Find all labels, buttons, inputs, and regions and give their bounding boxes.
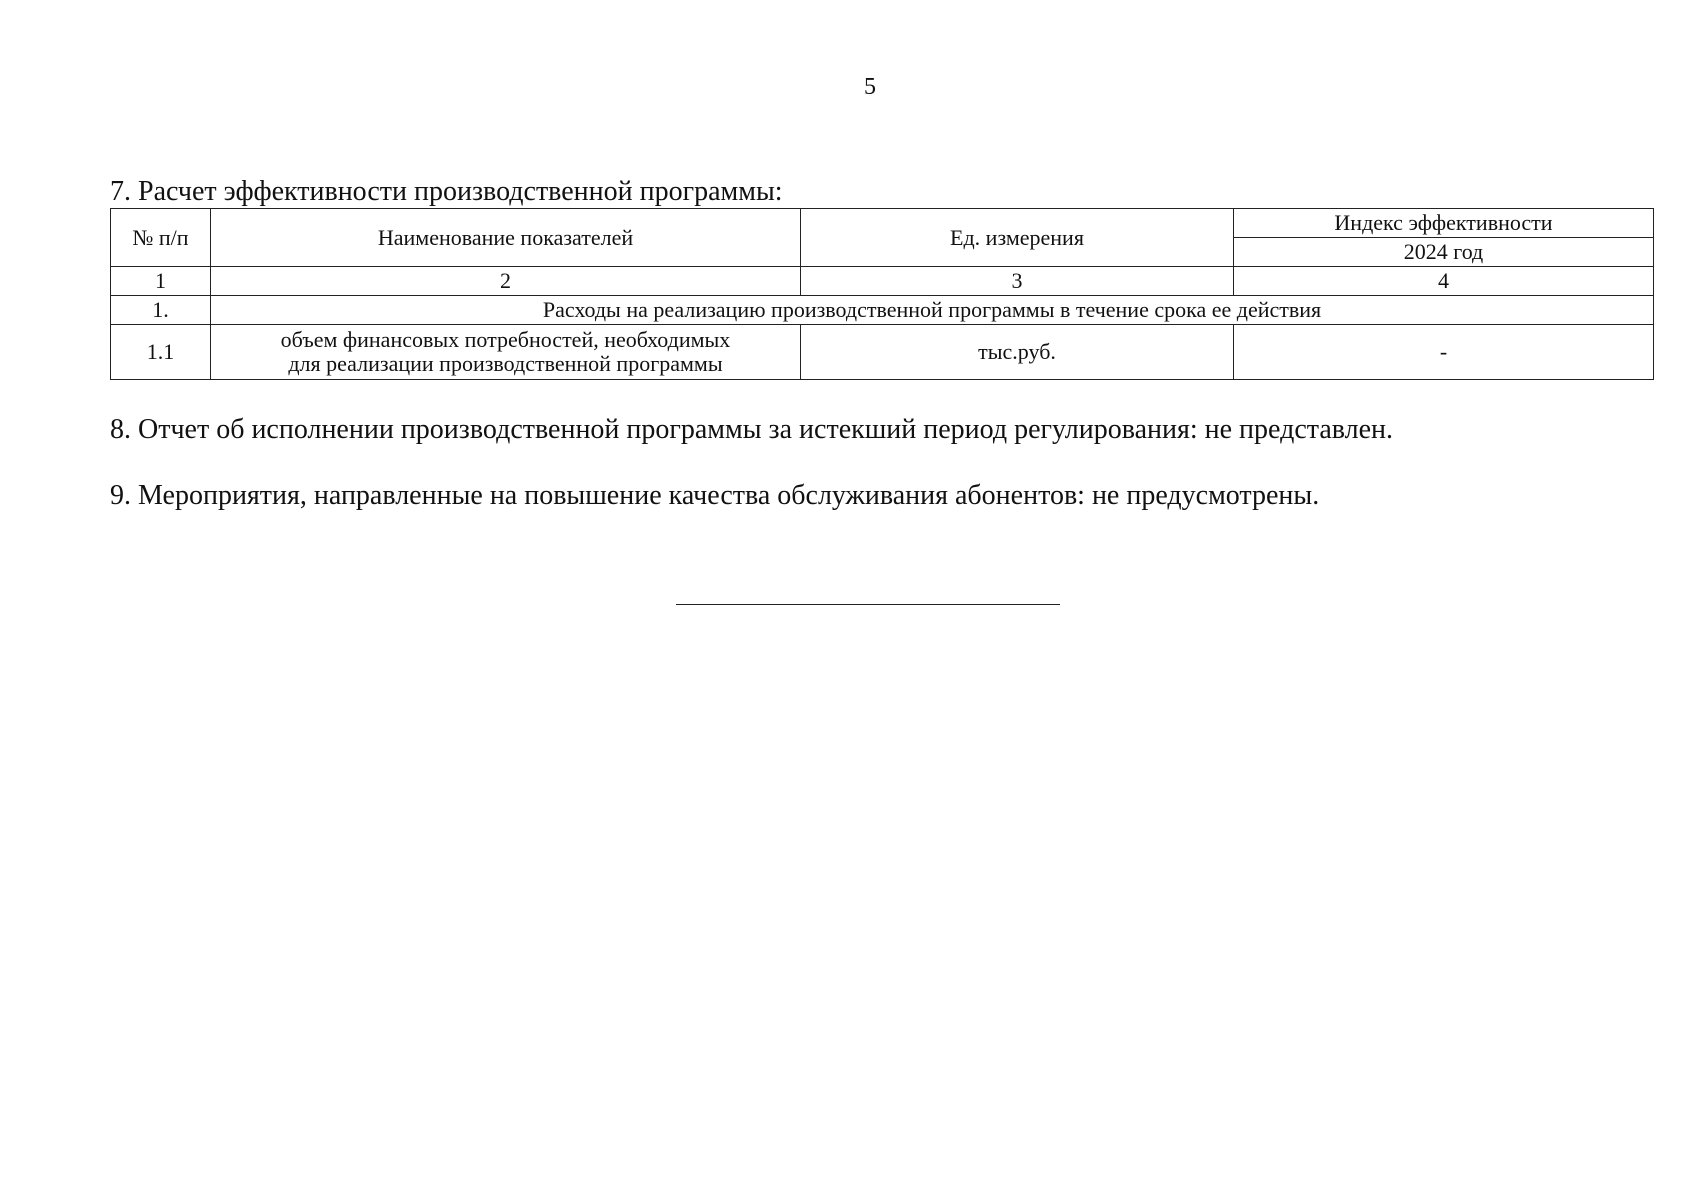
row-unit: тыс.руб. (801, 325, 1234, 380)
column-numbers-row (111, 267, 1654, 296)
section-7-title: 7. Расчет эффективности производственной программы: (110, 176, 783, 207)
column-number: 2 (211, 267, 801, 296)
header-year: 2024 год (1234, 238, 1654, 267)
section-8-paragraph: 8. Отчет об исполнении производственной программы за истекший период регулирования: не представлен. (110, 414, 1394, 445)
column-number: 4 (1234, 267, 1654, 296)
column-number: 3 (801, 267, 1234, 296)
row-name-line-2: для реализации производственной программы (288, 351, 723, 376)
header-index: Индекс эффективности (1234, 209, 1654, 238)
table-header-row (111, 209, 1654, 238)
row-value: - (1234, 325, 1654, 380)
header-name: Наименование показателей (211, 209, 801, 267)
section-row (111, 296, 1654, 325)
section-9-paragraph: 9. Мероприятия, направленные на повышение качества обслуживания абонентов: не предусмотрены. (110, 480, 1320, 511)
section-row-num: 1. (111, 296, 211, 325)
row-name (211, 325, 801, 380)
header-unit: Ед. измерения (801, 209, 1234, 267)
column-number: 1 (111, 267, 211, 296)
table-row (111, 325, 1654, 380)
closing-rule (676, 604, 1060, 605)
page-number: 5 (864, 74, 876, 100)
header-num: № п/п (111, 209, 211, 267)
section-row-text: Расходы на реализацию производственной программы в течение срока ее действия (211, 296, 1654, 325)
row-name-line-1: объем финансовых потребностей, необходимых (280, 327, 731, 352)
efficiency-table (110, 208, 1654, 380)
row-num: 1.1 (111, 325, 211, 380)
